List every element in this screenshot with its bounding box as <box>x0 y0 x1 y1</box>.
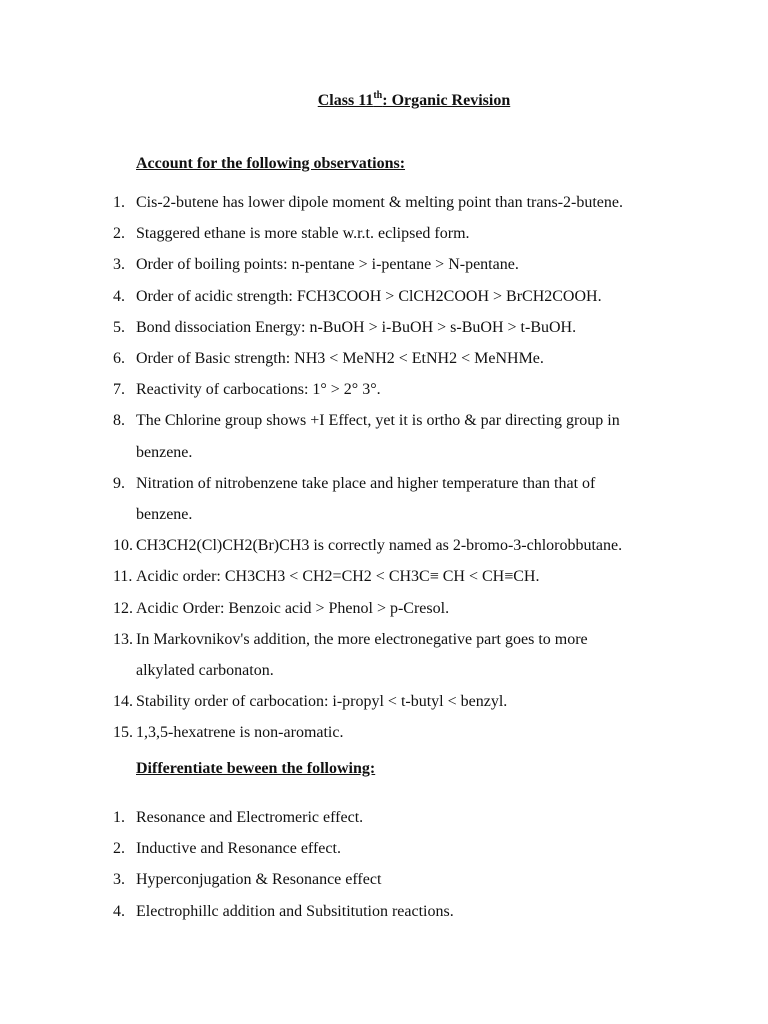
list-item-text: Acidic Order: Benzoic acid > Phenol > p-Cresol. <box>136 599 450 617</box>
list-item-text: Acidic order: CH3CH3 < CH2=CH2 < CH3C≡ CH < CH≡CH. <box>136 568 540 586</box>
list-item-text: The Chlorine group shows +I Effect, yet it is ortho & par directing group in <box>136 412 620 430</box>
list-item-continuation <box>0 655 768 686</box>
list-item <box>0 312 768 343</box>
list-item-text: alkylated carbonaton. <box>136 662 274 680</box>
list-item-continuation <box>0 499 768 530</box>
list-item <box>0 864 768 895</box>
list-item <box>0 530 768 561</box>
list-item-number: 14. <box>113 693 133 711</box>
list-item-text: 1,3,5-hexatrene is non-aromatic. <box>136 724 344 742</box>
title-suffix: : Organic Revision <box>382 92 511 109</box>
list-item-text: Nitration of nitrobenzene take place and higher temperature than that of <box>136 474 596 492</box>
list-item <box>0 561 768 592</box>
differentiate-list <box>0 802 768 927</box>
list-item-number: 4. <box>113 902 125 920</box>
list-item-text: Cis-2-butene has lower dipole moment & melting point than trans-2-butene. <box>136 194 624 211</box>
list-item-number: 5. <box>113 318 125 336</box>
list-item-text: Electrophillc addition and Subsititution reactions. <box>136 902 454 920</box>
list-item-text: Stability order of carbocation: i-propyl < t-butyl < benzyl. <box>136 693 508 711</box>
title-prefix: Class 11 <box>317 92 374 109</box>
list-item-number: 9. <box>113 474 125 492</box>
section1-heading: Account for the following observations: <box>136 155 406 172</box>
list-item <box>0 343 768 374</box>
list-item-number: 12. <box>113 599 133 617</box>
list-item-number: 3. <box>113 256 125 274</box>
list-item-text: Reactivity of carbocations: 1° > 2° 3°. <box>136 381 381 399</box>
title-superscript: th <box>373 89 383 101</box>
list-item-number: 10. <box>113 537 133 555</box>
list-item <box>0 593 768 624</box>
list-item-number: 1. <box>113 194 125 211</box>
list-item-text: Inductive and Resonance effect. <box>136 840 341 858</box>
list-item-text: benzene. <box>136 443 193 461</box>
page-title <box>30 89 768 110</box>
list-item-number: 7. <box>113 381 125 399</box>
list-item-text: benzene. <box>136 506 193 524</box>
list-item <box>0 802 768 833</box>
list-item <box>0 281 768 312</box>
list-item-text: Hyperconjugation & Resonance effect <box>136 871 382 889</box>
list-item-text: Order of acidic strength: FCH3COOH > ClCH2COOH > BrCH2COOH. <box>136 287 602 305</box>
list-item <box>0 686 768 717</box>
list-item-number: 3. <box>113 871 125 889</box>
list-item <box>0 717 768 748</box>
section2-heading: Differentiate beween the following: <box>136 760 376 777</box>
list-item <box>0 218 768 249</box>
list-item-number: 1. <box>113 809 125 826</box>
list-item <box>0 624 768 655</box>
list-item-number: 11. <box>113 568 133 586</box>
list-item-text: In Markovnikov's addition, the more electronegative part goes to more <box>136 630 588 648</box>
list-item-number: 13. <box>113 630 133 648</box>
list-item <box>0 187 768 218</box>
list-item-number: 2. <box>113 840 125 858</box>
list-item-text: CH3CH2(Cl)CH2(Br)CH3 is correctly named as 2-bromo-3-chlorobbutane. <box>136 537 623 555</box>
list-item-text: Resonance and Electromeric effect. <box>136 809 364 826</box>
page-title-text <box>317 89 511 109</box>
list-item <box>0 468 768 499</box>
list-item <box>0 896 768 927</box>
list-item-text: Staggered ethane is more stable w.r.t. eclipsed form. <box>136 225 470 243</box>
list-item-continuation <box>0 437 768 468</box>
list-item-number: 8. <box>113 412 125 430</box>
list-item <box>0 374 768 405</box>
list-item <box>0 249 768 280</box>
list-item <box>0 833 768 864</box>
list-item-text: Order of boiling points: n-pentane > i-pentane > N-pentane. <box>136 256 519 274</box>
list-item-number: 4. <box>113 287 125 305</box>
observations-list <box>0 187 768 749</box>
list-item-number: 2. <box>113 225 125 243</box>
list-item <box>0 405 768 436</box>
list-item-text: Order of Basic strength: NH3 < MeNH2 < EtNH2 < MeNHMe. <box>136 350 544 368</box>
list-item-number: 6. <box>113 350 125 368</box>
list-item-number: 15. <box>113 724 133 742</box>
list-item-text: Bond dissociation Energy: n-BuOH > i-BuOH > s-BuOH > t-BuOH. <box>136 318 577 336</box>
